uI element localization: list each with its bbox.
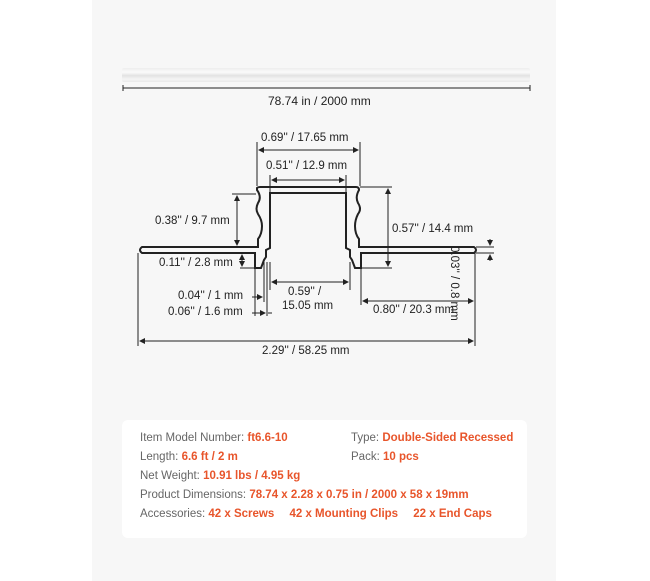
spec-model-label: Item Model Number: [140, 432, 245, 444]
accessory-mounting-clips: 42 x Mounting Clips [289, 508, 399, 520]
length-dimension-label: 78.74 in / 2000 mm [268, 94, 371, 108]
accessory-end-caps: 22 x End Caps [413, 508, 492, 520]
spec-type-label: Type: [351, 432, 380, 444]
upper-height-label: 0.38'' / 9.7 mm [155, 215, 230, 227]
spec-weight [140, 470, 300, 482]
spec-weight-label: Net Weight: [140, 470, 200, 482]
outer-width-label: 0.69'' / 17.65 mm [261, 132, 349, 144]
spec-dimensions-value: 78.74 x 2.28 x 0.75 in / 2000 x 58 x 19mm [249, 489, 469, 501]
flange-width-label: 0.80'' / 20.3 mm [373, 304, 455, 316]
wall-1-label: 0.04'' / 1 mm [178, 290, 244, 302]
spec-type [351, 432, 513, 444]
spec-length-label: Length: [140, 451, 179, 463]
flange-thickness-label: 0.03'' / 0.8 mm [448, 246, 460, 321]
spec-length-value: 6.6 ft / 2 m [181, 451, 238, 463]
spec-weight-value: 10.91 lbs / 4.95 kg [203, 470, 301, 482]
spec-dimensions-label: Product Dimensions: [140, 489, 247, 501]
bottom-gap-label-2: 15.05 mm [282, 300, 334, 312]
spec-accessories [140, 508, 492, 520]
spec-pack-label: Pack: [351, 451, 380, 463]
spec-pack [351, 451, 419, 463]
spec-dimensions [140, 489, 469, 501]
total-width-label: 2.29'' / 58.25 mm [262, 345, 350, 357]
spec-pack-value: 10 pcs [382, 451, 419, 463]
inner-width-label: 0.51'' / 12.9 mm [266, 160, 348, 172]
accessory-screws: 42 x Screws [208, 508, 275, 520]
wall-2-label: 0.06'' / 1.6 mm [168, 306, 243, 318]
spec-length [140, 451, 238, 463]
bottom-gap-label-1: 0.59'' / [288, 286, 322, 298]
spec-model [140, 432, 288, 444]
leg-height-label: 0.11'' / 2.8 mm [159, 257, 233, 269]
channel-height-label: 0.57'' / 14.4 mm [392, 223, 474, 235]
spec-accessories-label: Accessories: [140, 508, 206, 520]
spec-type-value: Double-Sided Recessed [382, 432, 514, 444]
spec-model-value: ft6.6-10 [247, 432, 288, 444]
